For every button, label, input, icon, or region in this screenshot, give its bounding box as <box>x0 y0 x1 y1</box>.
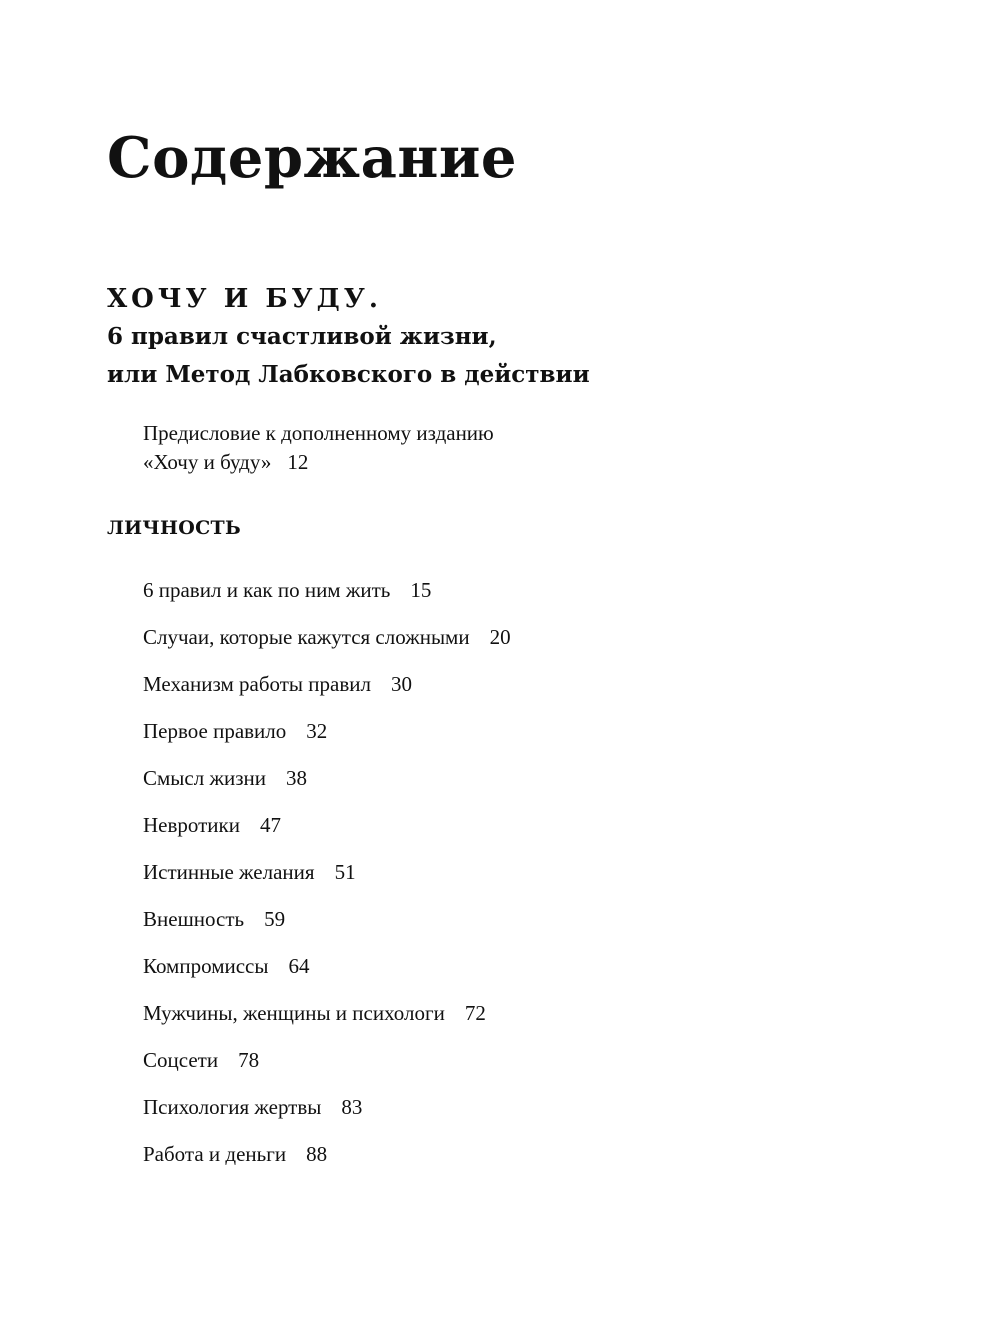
toc-entry-page: 38 <box>285 766 307 790</box>
book-subtitle-line-1: 6 правил счастливой жизни, <box>107 323 497 350</box>
toc-entry[interactable] <box>143 809 511 856</box>
toc-entry[interactable] <box>143 621 511 668</box>
toc-entry[interactable] <box>143 1044 511 1091</box>
toc-entry[interactable] <box>143 997 511 1044</box>
toc-entry-title: Невротики <box>143 813 240 837</box>
toc-entry-page: 64 <box>288 954 310 978</box>
toc-entry-page: 20 <box>489 625 511 649</box>
toc-entry-page: 32 <box>306 719 328 743</box>
toc-entry[interactable] <box>143 950 511 997</box>
toc-entry-title: Смысл жизни <box>143 766 266 790</box>
toc-entry[interactable] <box>143 668 511 715</box>
section-heading: ЛИЧНОСТЬ <box>107 517 241 539</box>
book-subtitle <box>107 318 590 394</box>
toc-entry[interactable] <box>143 715 511 762</box>
toc-entry-page: 15 <box>410 578 432 602</box>
toc-entry-title: Случаи, которые кажутся сложными <box>143 625 470 649</box>
toc-entry[interactable] <box>143 903 511 950</box>
toc-entry-page: 30 <box>390 672 412 696</box>
toc-list <box>143 574 511 1185</box>
toc-entry-title: Компромиссы <box>143 954 269 978</box>
toc-entry-page: 88 <box>306 1142 328 1166</box>
preface-title-line-2-text: «Хочу и буду» <box>143 450 272 474</box>
toc-entry-title: Работа и деньги <box>143 1142 287 1166</box>
book-title: ХОЧУ И БУДУ. <box>107 284 382 314</box>
preface-title-line-2 <box>143 448 494 477</box>
toc-entry[interactable] <box>143 856 511 903</box>
toc-entry-page: 83 <box>341 1095 363 1119</box>
toc-entry[interactable] <box>143 574 511 621</box>
preface-title-line-1: Предисловие к дополненному изданию <box>143 421 494 445</box>
page-title: Содержание <box>107 125 518 191</box>
book-subtitle-line-2: или Метод Лабковского в действии <box>107 361 590 388</box>
toc-entry-preface[interactable] <box>143 419 494 477</box>
toc-entry-title: Внешность <box>143 907 245 931</box>
toc-entry-title: Психология жертвы <box>143 1095 322 1119</box>
toc-entry-title: 6 правил и как по ним жить <box>143 578 391 602</box>
toc-entry-page: 72 <box>464 1001 486 1025</box>
toc-entry-title: Мужчины, женщины и психологи <box>143 1001 445 1025</box>
toc-entry-title: Механизм работы правил <box>143 672 371 696</box>
toc-entry-page: 78 <box>238 1048 260 1072</box>
toc-entry-page: 47 <box>259 813 281 837</box>
toc-entry-page: 51 <box>334 860 356 884</box>
preface-page-number: 12 <box>287 450 309 474</box>
toc-entry-title: Соцсети <box>143 1048 219 1072</box>
toc-entry[interactable] <box>143 762 511 809</box>
toc-entry-title: Первое правило <box>143 719 287 743</box>
toc-entry[interactable] <box>143 1138 511 1185</box>
toc-entry-title: Истинные желания <box>143 860 315 884</box>
toc-entry[interactable] <box>143 1091 511 1138</box>
toc-entry-page: 59 <box>264 907 286 931</box>
